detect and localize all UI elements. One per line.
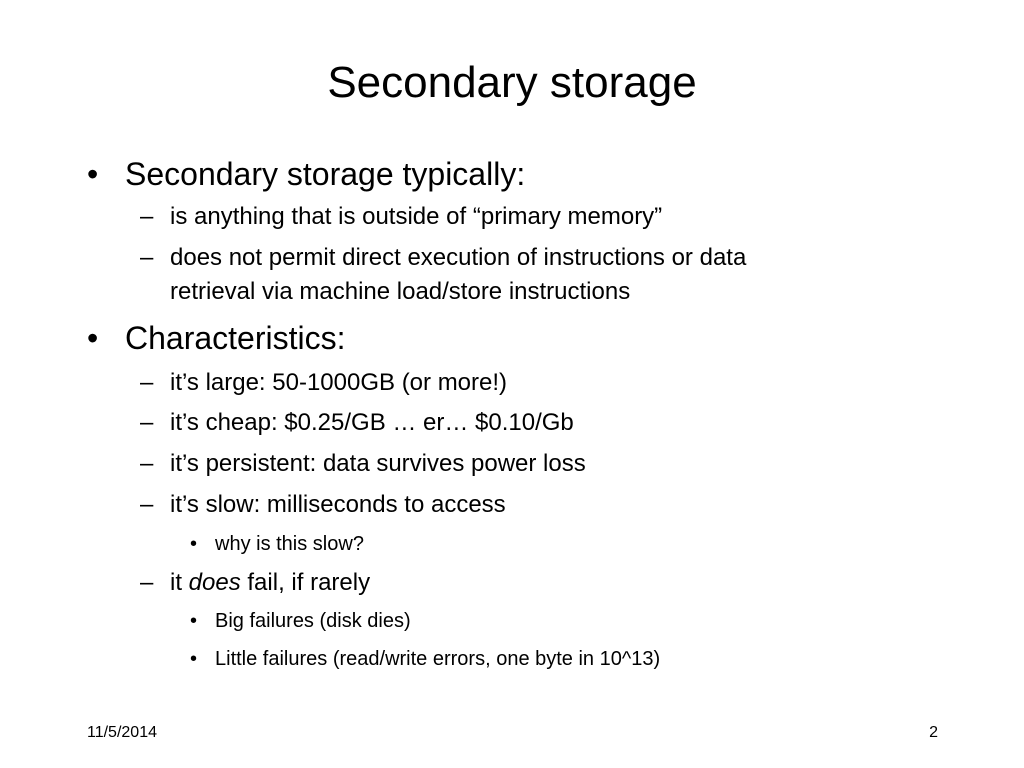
does-fail-prefix: it	[170, 569, 189, 596]
sub-bullet-marker: •	[190, 648, 198, 670]
bullet-marker: •	[87, 320, 99, 356]
list-item-no-direct-execution-line2: retrieval via machine load/store instructions	[170, 278, 631, 305]
list-item-cheap: it’s cheap: $0.25/GB … er… $0.10/Gb	[170, 409, 574, 436]
list-item-large: it’s large: 50-1000GB (or more!)	[170, 369, 508, 396]
list-item-slow: it’s slow: milliseconds to access	[170, 491, 506, 518]
slide-number: 2	[929, 724, 938, 741]
does-fail-suffix: fail, if rarely	[240, 569, 371, 596]
sub-bullet-marker: •	[190, 533, 198, 555]
dash-marker: –	[140, 569, 154, 596]
dash-marker: –	[140, 450, 154, 477]
sub-item-big-failures: Big failures (disk dies)	[215, 610, 411, 632]
dash-marker: –	[140, 203, 154, 230]
slide-title: Secondary storage	[327, 58, 697, 107]
sub-bullet-marker: •	[190, 610, 198, 632]
section-heading-secondary-storage: Secondary storage typically:	[125, 156, 526, 192]
sub-item-little-failures: Little failures (read/write errors, one byte in 10^13)	[215, 648, 661, 670]
does-fail-emphasis: does	[188, 569, 241, 596]
section-heading-characteristics: Characteristics:	[125, 320, 346, 356]
list-item-does-fail	[170, 568, 370, 598]
dash-marker: –	[140, 369, 154, 396]
list-item-no-direct-execution-line1: does not permit direct execution of instructions or data	[170, 244, 747, 271]
list-item-outside-primary-memory: is anything that is outside of “primary memory”	[170, 203, 663, 230]
footer-date: 11/5/2014	[87, 724, 157, 741]
dash-marker: –	[140, 409, 154, 436]
sub-item-why-slow: why is this slow?	[215, 533, 364, 555]
dash-marker: –	[140, 244, 154, 271]
dash-marker: –	[140, 491, 154, 518]
list-item-persistent: it’s persistent: data survives power loss	[170, 450, 586, 477]
bullet-marker: •	[87, 156, 99, 192]
